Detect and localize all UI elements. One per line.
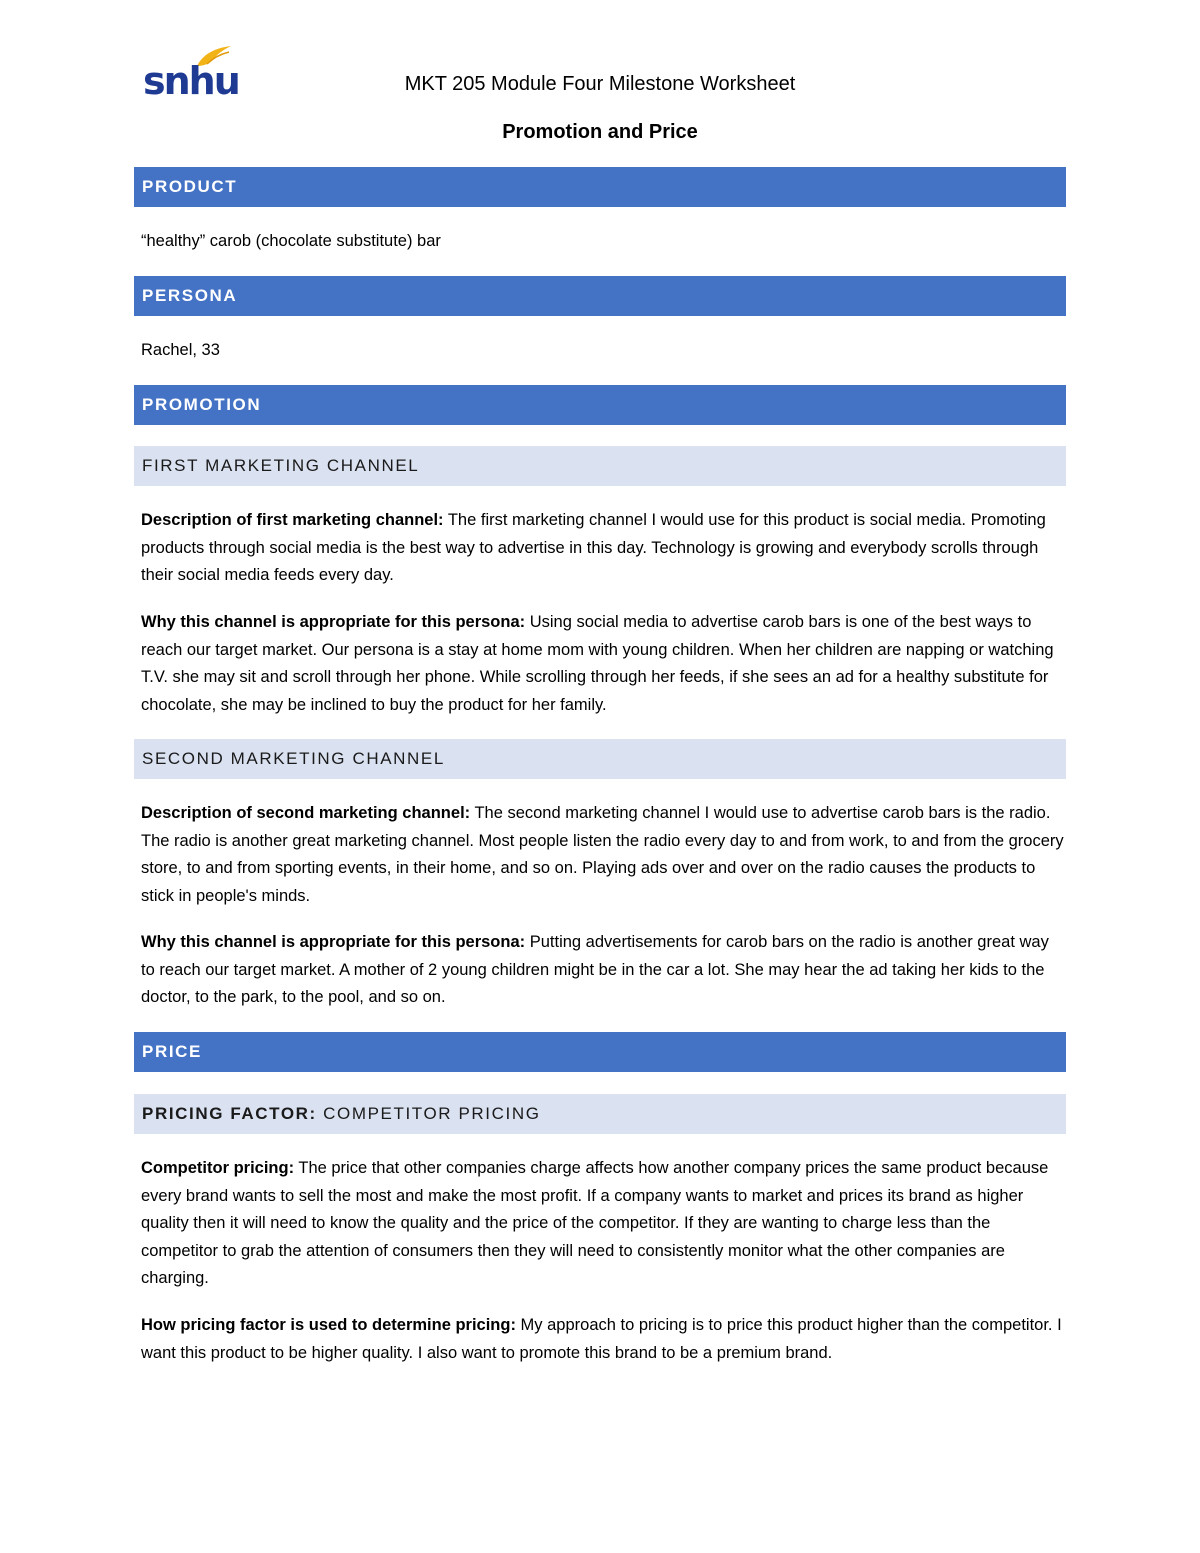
second-channel-why-text: Putting advertisements for carob bars on the radio is another great way to reach our target market. A mother of 2 young children might be in the car a lot. She may hear the ad taking her kids to the doctor, to the park, to the pool, and so on. bbox=[141, 933, 1049, 1006]
competitor-pricing-text: The price that other companies charge affects how another company prices the same product because every brand wants to sell the most and make the most profit. If a company wants to market and prices its brand as higher quality then it will need to know the quality and the price of the competitor. If they are wanting to charge less than the competitor to grab the attention of consumers then they will need to consistently monitor what the other companies are charging. bbox=[141, 1159, 1049, 1287]
pricing-factor-value: COMPETITOR PRICING bbox=[316, 1104, 541, 1123]
persona-heading: PERSONA bbox=[142, 286, 238, 305]
second-channel-description-label: Description of second marketing channel: bbox=[141, 804, 471, 822]
pricing-factor-header bbox=[134, 1094, 1066, 1134]
persona-value: Rachel, 33 bbox=[141, 341, 220, 359]
logo-wordmark: snhu bbox=[143, 59, 239, 103]
first-channel-description-label: Description of first marketing channel: bbox=[141, 511, 444, 529]
pricing-factor-label: PRICING FACTOR: bbox=[142, 1104, 317, 1123]
second-channel-description bbox=[141, 800, 1065, 910]
product-section-header bbox=[134, 167, 1066, 207]
first-channel-why-text: Using social media to advertise carob bars is one of the best ways to reach our target market. Our persona is a stay at home mom with young children. When her children are napping or watching T.V. she may sit and scroll through her phone. While scrolling through her feeds, if she sees an ad for a healthy substitute for chocolate, she may be inclined to buy the product for her family. bbox=[141, 613, 1054, 714]
price-heading: PRICE bbox=[142, 1042, 202, 1061]
promotion-heading: PROMOTION bbox=[142, 395, 262, 414]
second-channel-why bbox=[141, 929, 1065, 1012]
competitor-pricing-paragraph bbox=[141, 1155, 1065, 1293]
second-channel-description-text: The second marketing channel I would use to advertise carob bars is the radio. The radio is another great marketing channel. Most people listen the radio every day to and from work, to and from the grocery store, to and from sporting events, in their home, and so on. Playing ads over and over on the radio causes the products to stick in people's minds. bbox=[141, 804, 1064, 905]
first-channel-heading: FIRST MARKETING CHANNEL bbox=[142, 456, 420, 475]
competitor-pricing-label: Competitor pricing: bbox=[141, 1159, 295, 1177]
persona-section-header bbox=[134, 276, 1066, 316]
pricing-approach-label: How pricing factor is used to determine pricing: bbox=[141, 1316, 516, 1334]
second-channel-why-label: Why this channel is appropriate for this persona: bbox=[141, 933, 526, 951]
product-heading: PRODUCT bbox=[142, 177, 238, 196]
first-channel-header bbox=[134, 446, 1066, 486]
price-section-header bbox=[134, 1032, 1066, 1072]
pricing-approach-paragraph bbox=[141, 1312, 1065, 1367]
first-channel-description bbox=[141, 507, 1065, 590]
second-channel-header bbox=[134, 739, 1066, 779]
promotion-section-header bbox=[134, 385, 1066, 425]
pricing-approach-text: My approach to pricing is to price this product higher than the competitor. I want this product to be higher quality. I also want to promote this brand to be a premium brand. bbox=[141, 1316, 1062, 1362]
page-subtitle: Promotion and Price bbox=[502, 121, 698, 143]
first-channel-description-text: The first marketing channel I would use for this product is social media. Promoting products through social media is the best way to advertise in this day. Technology is growing and everybody scrolls through their social media feeds every day. bbox=[141, 511, 1046, 584]
first-channel-why bbox=[141, 609, 1065, 719]
second-channel-heading: SECOND MARKETING CHANNEL bbox=[142, 749, 445, 768]
first-channel-why-label: Why this channel is appropriate for this persona: bbox=[141, 613, 526, 631]
page-title: MKT 205 Module Four Milestone Worksheet bbox=[404, 73, 796, 95]
product-value: “healthy” carob (chocolate substitute) bar bbox=[141, 232, 441, 250]
